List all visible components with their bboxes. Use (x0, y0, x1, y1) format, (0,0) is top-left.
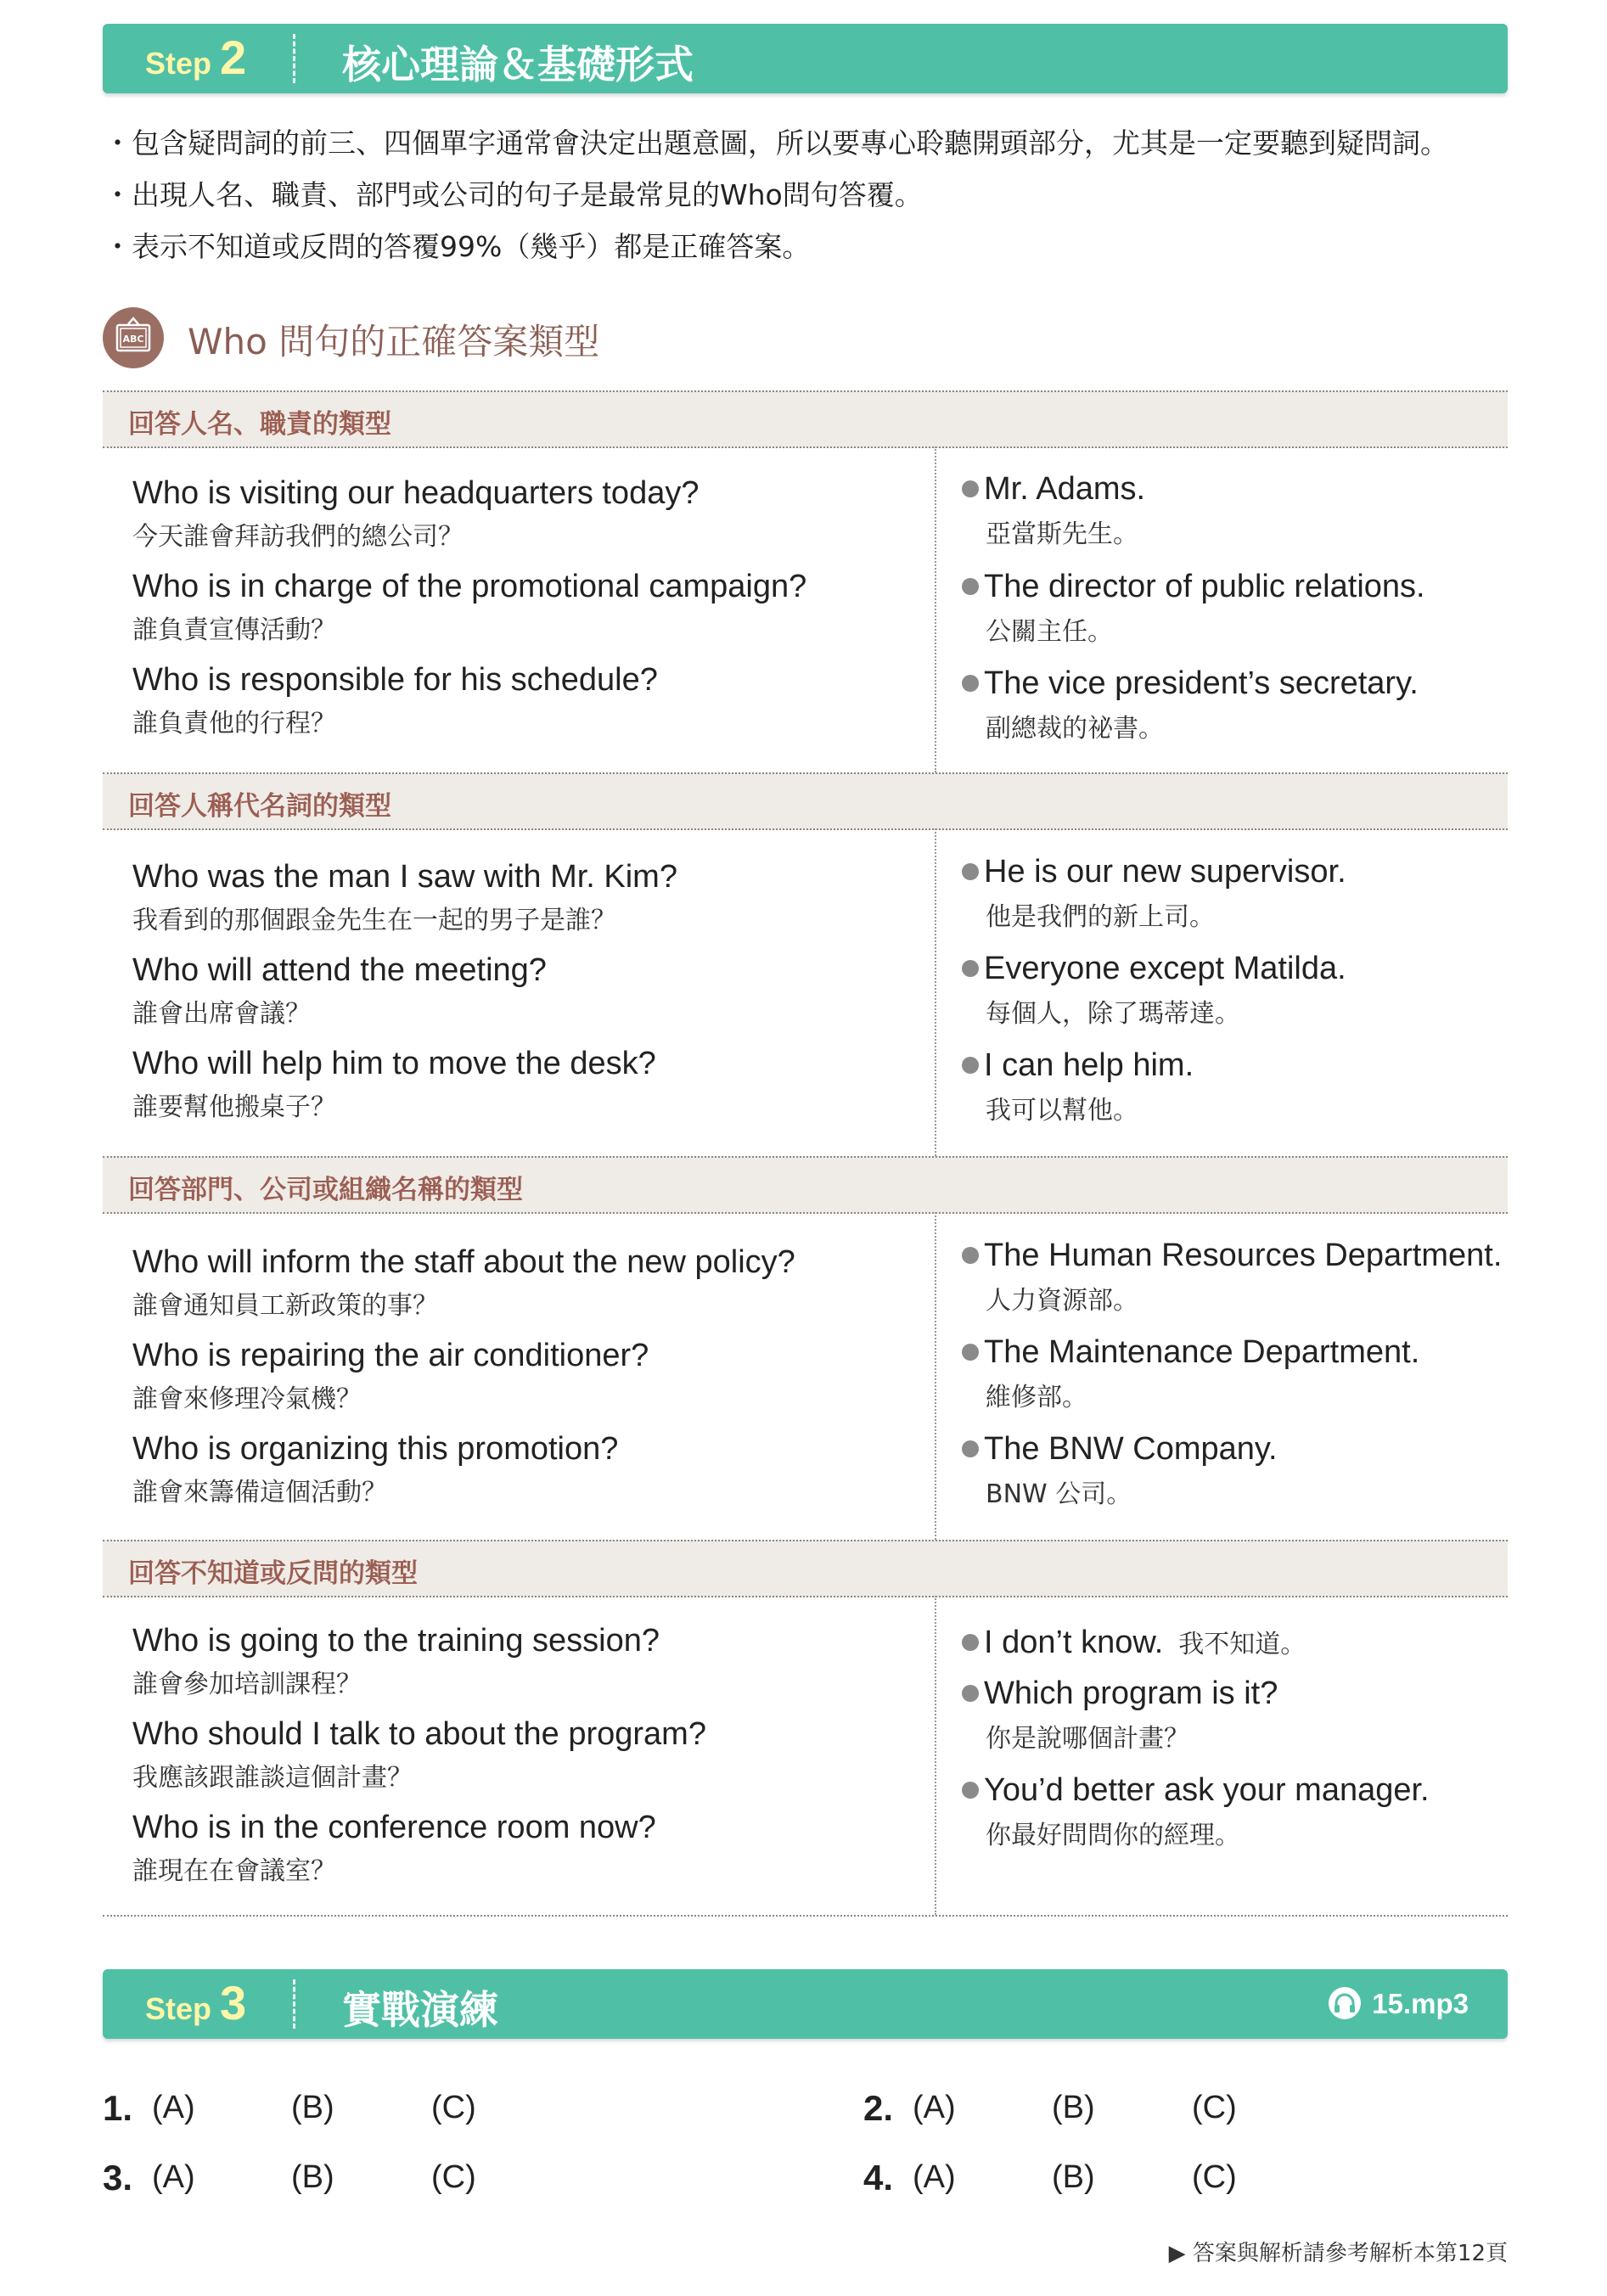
key-point: ・表示不知道或反問的答覆99%（幾乎）都是正確答案。 (104, 230, 811, 263)
option-a[interactable]: (A) (913, 2159, 956, 2195)
option-c[interactable]: (C) (1192, 2090, 1237, 2125)
answer-zh: 每個人，除了瑪蒂達。 (986, 999, 1240, 1029)
audio-track[interactable] (1328, 1986, 1469, 2020)
answer-zh: 你最好問問你的經理。 (986, 1821, 1240, 1850)
step-number: 3 (220, 1976, 247, 2029)
question-zh: 誰會通知員工新政策的事？ (132, 1291, 438, 1321)
question-item (132, 1810, 656, 1887)
key-point: ・出現人名、職責、部門或公司的句子是最常見的Who問句答覆。 (104, 178, 923, 211)
category-label: 回答人名、職責的類型 (128, 409, 391, 440)
question-item (132, 662, 658, 739)
answer-item (962, 1676, 1278, 1754)
answer-en: He is our new supervisor. (984, 854, 1346, 890)
question-zh: 誰會來修理冷氣機？ (132, 1384, 362, 1414)
step3-label (145, 1976, 247, 2029)
question-zh: 我看到的那個跟金先生在一起的男子是誰？ (132, 906, 616, 935)
answer-item (962, 471, 1145, 550)
option-a[interactable]: (A) (152, 2090, 195, 2125)
column-divider (935, 1596, 936, 1915)
bullet-dot-icon (962, 578, 979, 595)
answer-item (962, 1623, 1306, 1661)
headphones-icon (1328, 1986, 1362, 2020)
question-item (132, 1623, 660, 1700)
question-en: Who should I talk to about the program? (132, 1716, 706, 1752)
question-en: Who was the man I saw with Mr. Kim? (132, 859, 677, 895)
question-en: Who is going to the training session? (132, 1623, 660, 1659)
step3-header (103, 1969, 1508, 2039)
answer-en: The BNW Company. (984, 1431, 1278, 1467)
question-item (132, 475, 699, 553)
question-zh: 我應該跟誰談這個計畫？ (132, 1763, 413, 1793)
answer-row (103, 2090, 527, 2132)
key-points (104, 117, 1448, 272)
answer-item (962, 1047, 1194, 1126)
answer-en: Everyone except Matilda. (984, 951, 1346, 986)
step-number: 2 (220, 31, 247, 84)
answer-zh: 公關主任。 (986, 617, 1113, 647)
step-word: Step (145, 1991, 212, 2026)
option-c[interactable]: (C) (431, 2090, 476, 2125)
question-item (132, 1716, 706, 1794)
option-b[interactable]: (B) (291, 2090, 334, 2125)
category-label: 回答部門、公司或組織名稱的類型 (128, 1175, 523, 1205)
question-zh: 誰負責他的行程？ (132, 709, 336, 738)
answer-en: The director of public relations. (984, 569, 1425, 604)
question-number: 3. (103, 2158, 133, 2198)
bullet-dot-icon (962, 1685, 979, 1702)
icon-label: ABC (122, 334, 144, 345)
question-zh: 誰會參加培訓課程？ (132, 1670, 362, 1699)
question-zh: 誰負責宣傳活動？ (132, 615, 336, 645)
answer-item (962, 854, 1346, 933)
option-a[interactable]: (A) (913, 2090, 956, 2125)
question-item (132, 952, 547, 1030)
answer-en: The vice president’s secretary. (984, 665, 1419, 701)
step2-label (145, 31, 247, 84)
category-bar (103, 390, 1508, 448)
answer-en: Which program is it? (984, 1676, 1278, 1711)
answer-item (962, 665, 1419, 744)
blackboard-icon (103, 307, 164, 368)
bullet-dot-icon (962, 1634, 979, 1651)
option-c[interactable]: (C) (431, 2159, 476, 2195)
answer-reference-note: ▶ 答案與解析請參考解析本第12頁 (1168, 2241, 1508, 2266)
answer-en: I can help him. (984, 1047, 1194, 1083)
answer-en: Mr. Adams. (984, 471, 1146, 507)
bullet-dot-icon (962, 480, 979, 497)
bullet-dot-icon (962, 1344, 979, 1361)
option-b[interactable]: (B) (291, 2159, 334, 2195)
step-separator (293, 34, 295, 83)
category-bar (103, 1540, 1508, 1597)
bullet-dot-icon (962, 960, 979, 977)
question-number: 4. (863, 2158, 894, 2198)
bullet-dot-icon (962, 1440, 979, 1457)
answer-zh: 副總裁的祕書。 (986, 714, 1164, 744)
section-title: Who 問句的正確答案類型 (188, 321, 600, 362)
option-b[interactable]: (B) (1052, 2159, 1095, 2195)
answer-item (962, 1431, 1278, 1510)
table-bottom-divider (103, 1915, 1508, 1917)
question-zh: 誰要幫他搬桌子？ (132, 1092, 336, 1122)
question-item (132, 859, 677, 936)
step2-header (103, 24, 1508, 93)
question-zh: 誰現在在會議室？ (132, 1856, 336, 1886)
option-b[interactable]: (B) (1052, 2090, 1095, 2125)
category-label: 回答人稱代名詞的類型 (128, 791, 391, 822)
answer-zh: 我不知道。 (1178, 1630, 1306, 1659)
question-zh: 今天誰會拜訪我們的總公司？ (132, 522, 464, 552)
step-separator (293, 1979, 295, 2029)
question-en: Who is in charge of the promotional campaign? (132, 569, 807, 604)
question-zh: 誰會出席會議？ (132, 999, 311, 1029)
step-word: Step (145, 46, 212, 81)
answer-item (962, 569, 1425, 648)
key-point: ・包含疑問詞的前三、四個單字通常會決定出題意圖，所以要專心聆聽開頭部分，尤其是一定要聽到疑問詞。 (104, 126, 1448, 160)
answer-item (962, 951, 1346, 1030)
question-item (132, 1338, 649, 1415)
answer-item (962, 1238, 1502, 1316)
question-item (132, 569, 806, 646)
answer-zh: 你是說哪個計畫？ (986, 1724, 1189, 1754)
answer-row (103, 2159, 527, 2202)
answer-en: You’d better ask your manager. (984, 1772, 1430, 1808)
answer-zh: 他是我們的新上司。 (986, 902, 1215, 932)
question-en: Who is organizing this promotion? (132, 1431, 619, 1467)
step2-title: 核心理論＆基礎形式 (342, 42, 694, 87)
column-divider (935, 446, 936, 772)
bullet-dot-icon (962, 1247, 979, 1264)
step3-title: 實戰演練 (342, 1987, 498, 2033)
answer-en: The Human Resources Department. (984, 1238, 1503, 1273)
bullet-dot-icon (962, 863, 979, 880)
question-item (132, 1244, 795, 1322)
answer-zh: 維修部。 (986, 1383, 1087, 1412)
answer-en: I don’t know. (984, 1625, 1164, 1660)
question-en: Who is in the conference room now? (132, 1810, 656, 1845)
option-a[interactable]: (A) (152, 2159, 195, 2195)
question-zh: 誰會來籌備這個活動？ (132, 1478, 387, 1507)
question-en: Who is responsible for his schedule? (132, 662, 658, 698)
question-en: Who will inform the staff about the new policy? (132, 1244, 795, 1280)
question-en: Who will help him to move the desk? (132, 1046, 656, 1081)
option-c[interactable]: (C) (1192, 2159, 1237, 2195)
answer-item (962, 1334, 1419, 1413)
question-en: Who will attend the meeting? (132, 952, 547, 988)
answer-row (863, 2090, 1288, 2132)
question-en: Who is repairing the air conditioner? (132, 1338, 649, 1373)
bullet-dot-icon (962, 1782, 979, 1799)
question-item (132, 1046, 656, 1123)
category-label: 回答不知道或反問的類型 (128, 1558, 418, 1589)
answer-zh: 我可以幫他。 (986, 1096, 1138, 1126)
category-bar (103, 1156, 1508, 1214)
bullet-dot-icon (962, 1057, 979, 1074)
column-divider (935, 1212, 936, 1540)
answer-row (863, 2159, 1288, 2202)
question-number: 1. (103, 2088, 133, 2128)
bullet-dot-icon (962, 675, 979, 692)
answer-en: The Maintenance Department. (984, 1334, 1420, 1370)
answer-zh: 亞當斯先生。 (986, 519, 1138, 549)
question-item (132, 1431, 618, 1508)
category-bar (103, 772, 1508, 830)
audio-filename: 15.mp3 (1372, 1988, 1469, 2019)
answer-item (962, 1772, 1430, 1851)
question-en: Who is visiting our headquarters today? (132, 475, 700, 511)
column-divider (935, 828, 936, 1156)
answer-zh: BNW 公司。 (986, 1479, 1132, 1509)
answer-zh: 人力資源部。 (986, 1286, 1138, 1316)
question-number: 2. (863, 2088, 894, 2128)
